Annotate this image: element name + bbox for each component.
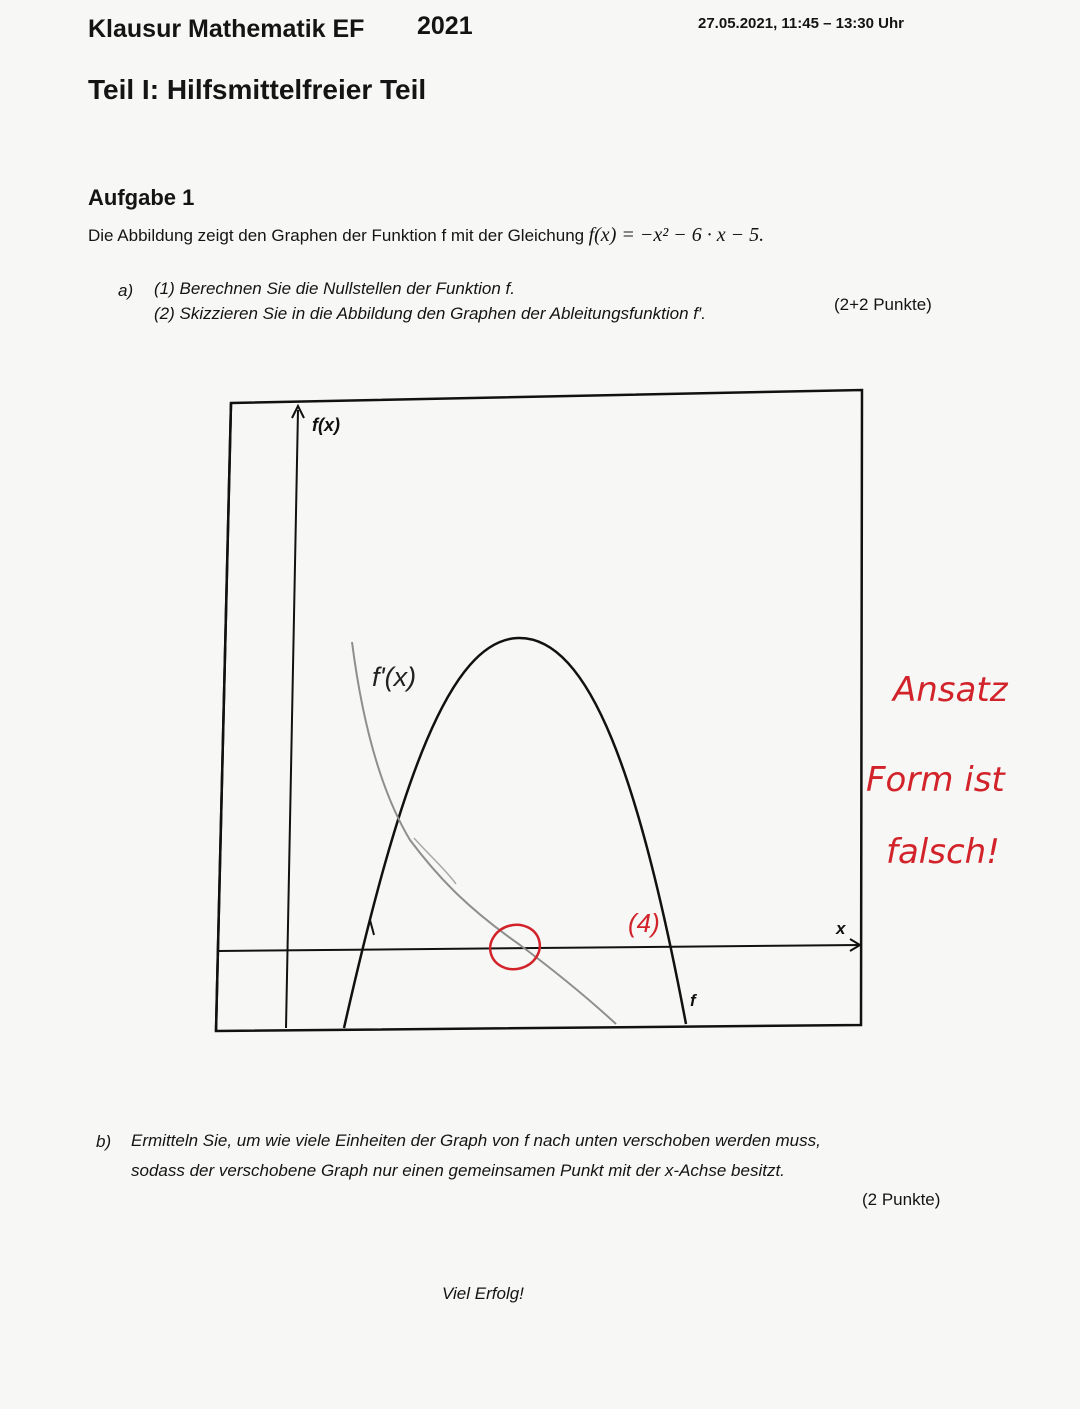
exam-datetime: 27.05.2021, 11:45 – 13:30 Uhr [698,15,904,32]
part-b-line1: Ermitteln Sie, um wie viele Einheiten der Graph von f nach unten verschoben werden muss, [131,1131,821,1150]
task-intro-text: Die Abbildung zeigt den Graphen der Funktion f mit der Gleichung [88,226,585,245]
section-title: Teil I: Hilfsmittelfreier Teil [88,74,427,105]
x-axis-label: x [836,919,846,938]
exam-title: Klausur Mathematik EF [88,15,365,43]
annotation-line3: falsch! [886,832,1000,872]
handwritten-mark: (4) [628,908,660,938]
y-axis-label: f(x) [312,415,340,435]
part-a-item1: (1) Berechnen Sie die Nullstellen der Funktion f. [154,279,515,298]
task-equation: f(x) = −x² − 6 · x − 5. [588,224,765,246]
derivative-label: f'(x) [372,662,417,692]
task-heading: Aufgabe 1 [88,185,195,210]
closing-text: Viel Erfolg! [442,1284,524,1303]
y-axis [286,410,298,1028]
part-a-label: a) [118,281,134,300]
exam-year: 2021 [417,12,473,40]
graph-frame [216,390,862,1031]
graph-frame-left [216,403,231,1031]
tick-mark [370,920,374,935]
derivative-sketch [352,642,616,1024]
part-a-points: (2+2 Punkte) [834,295,932,314]
part-a-item2: (2) Skizzieren Sie in die Abbildung den Graphen der Ableitungsfunktion f′. [154,304,706,323]
curve-label-f: f [690,991,696,1010]
annotation-line1: Ansatz [893,670,1008,710]
derivative-sketch-stroke [414,838,456,884]
part-b-points: (2 Punkte) [862,1190,941,1209]
annotation-line2: Form ist [866,760,1005,800]
part-b-line2: sodass der verschobene Graph nur einen gemeinsamen Punkt mit der x-Achse besitzt. [131,1161,785,1180]
red-circle-mark [485,919,545,974]
part-b-label: b) [96,1132,112,1151]
